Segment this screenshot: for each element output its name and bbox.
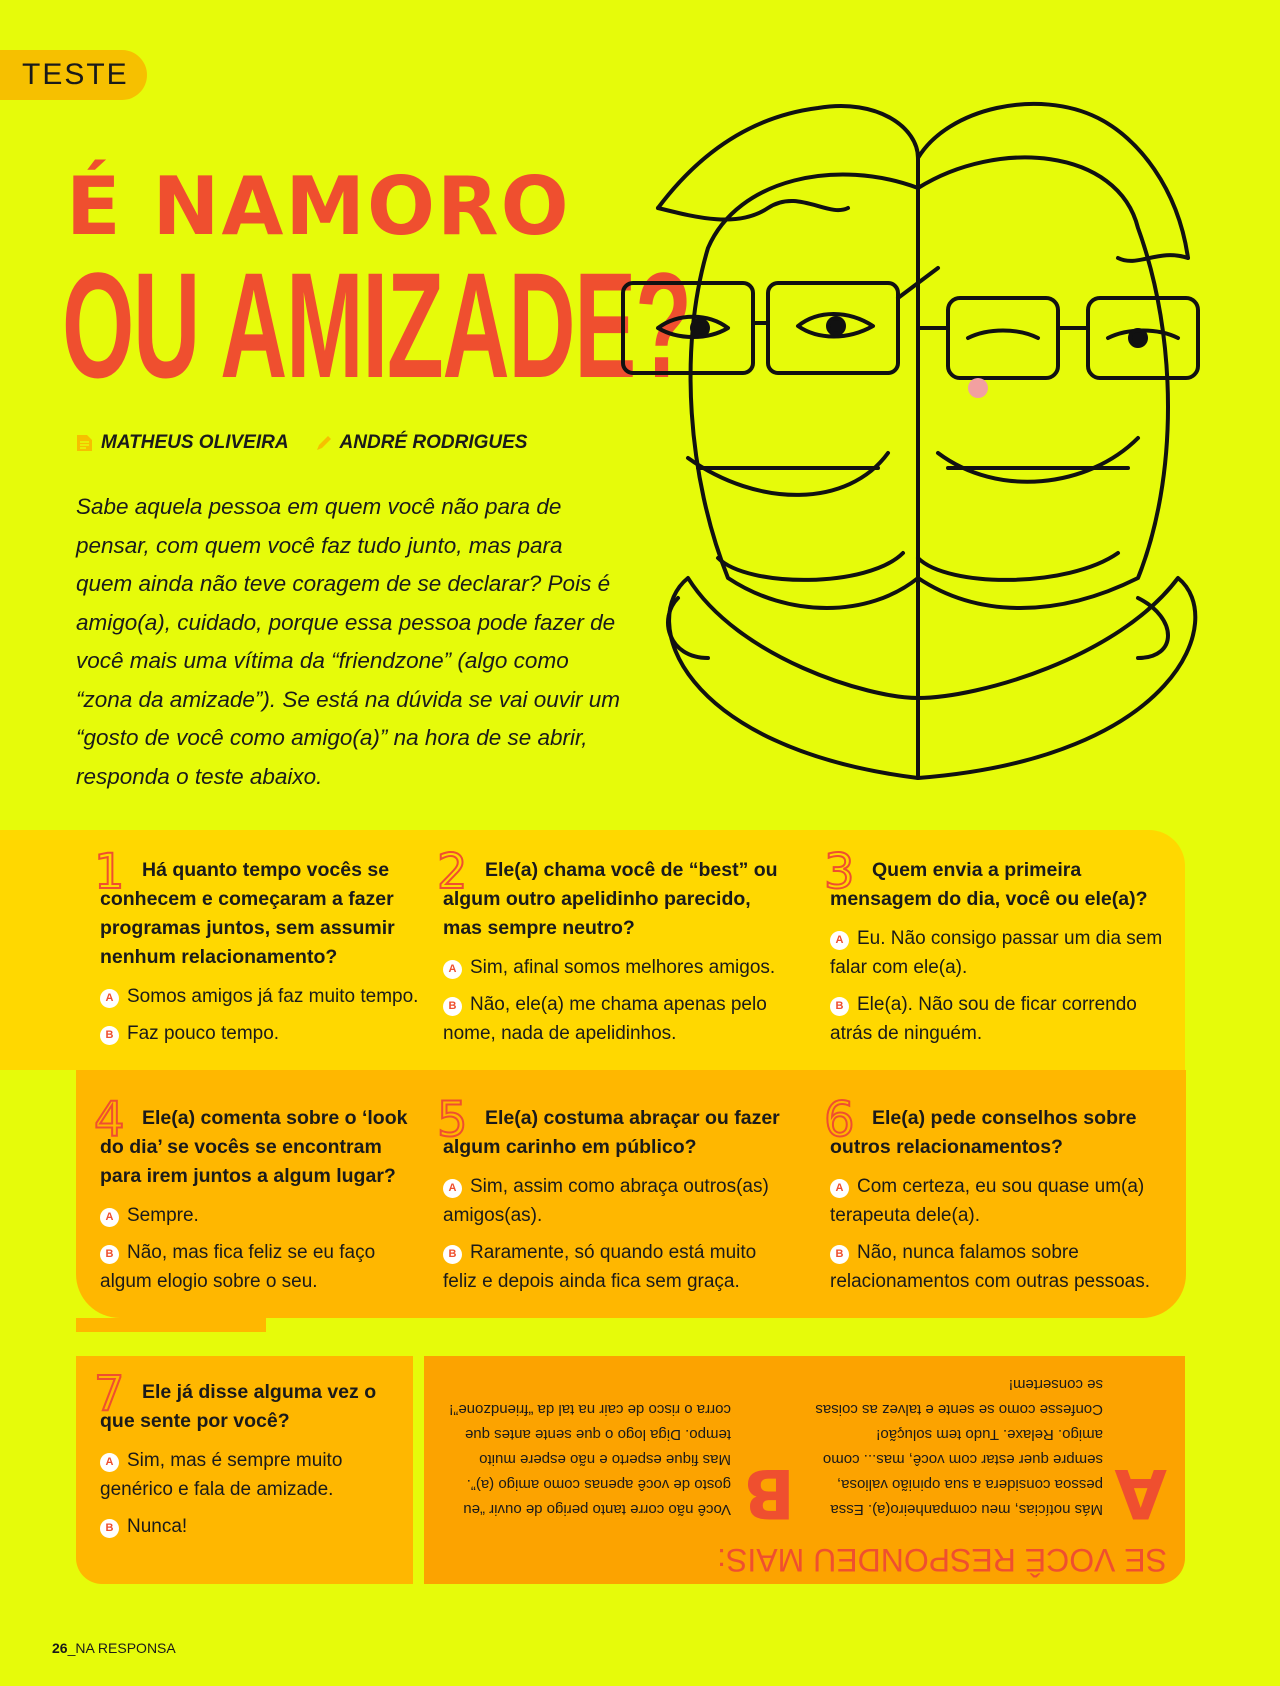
option-b[interactable] — [100, 1019, 426, 1048]
option-b[interactable] — [830, 990, 1166, 1048]
intro-paragraph: Sabe aquela pessoa em quem você não para de pensar, com quem você faz tudo junto, mas para quem ainda não teve coragem de se declarar? Pois é amigo(a), cuidado, porque essa pessoa pode fazer de você mais uma vítima da “friendzone” (algo como “zona da amizade”). Se está na dúvida se vai ouvir um “gosto de você como amigo(a)” na hora de se abrir, responda o teste abaixo. — [76, 494, 621, 789]
question-text: Ele(a) costuma abraçar ou fazer algum carinho em público? — [443, 1107, 780, 1158]
section-tag — [0, 50, 147, 100]
question-7 — [94, 1366, 396, 1549]
option-b-text: Não, ele(a) me chama apenas pelo nome, nada de apelidinhos. — [443, 994, 767, 1044]
option-a[interactable] — [830, 1172, 1166, 1230]
option-b-badge: B — [100, 1245, 119, 1264]
question-number: 2 — [437, 844, 468, 900]
writer-credit — [76, 432, 289, 454]
option-b-text: Não, nunca falamos sobre relacionamentos com outras pessoas. — [830, 1242, 1150, 1292]
question-number: 3 — [824, 844, 855, 900]
option-b[interactable] — [443, 990, 781, 1048]
option-a-text: Sim, assim como abraça outros(as) amigos(as). — [443, 1176, 769, 1226]
question-number: 7 — [94, 1366, 125, 1422]
couple-illustration — [618, 58, 1258, 798]
question-6 — [824, 1092, 1166, 1304]
option-b[interactable] — [100, 1512, 396, 1541]
option-b-text: Nunca! — [127, 1516, 188, 1537]
pencil-icon — [315, 434, 332, 452]
answer-a-letter: A — [1114, 1453, 1167, 1532]
question-text: Ele já disse alguma vez o que sente por você? — [100, 1381, 377, 1432]
question-text: Há quanto tempo vocês se conhecem e começaram a fazer programas juntos, sem assumir nenhum relacionamento? — [100, 859, 395, 968]
option-a-text: Sim, mas é sempre muito genérico e fala de amizade. — [100, 1450, 343, 1500]
option-a-text: Sempre. — [127, 1205, 199, 1226]
question-number: 4 — [94, 1092, 125, 1148]
answers-heading: SE VOCÊ RESPONDEU MAIS: — [717, 1542, 1167, 1578]
option-b-text: Raramente, só quando está muito feliz e depois ainda fica sem graça. — [443, 1242, 757, 1292]
option-a-badge: A — [100, 989, 119, 1008]
option-a[interactable] — [100, 1201, 426, 1230]
option-b-text: Ele(a). Não sou de ficar correndo atrás de ninguém. — [830, 994, 1137, 1044]
option-a-badge: A — [100, 1208, 119, 1227]
question-1 — [94, 844, 426, 1056]
option-a[interactable] — [100, 982, 426, 1011]
option-a-text: Com certeza, eu sou quase um(a) terapeuta dele(a). — [830, 1176, 1145, 1226]
option-a-text: Somos amigos já faz muito tempo. — [127, 986, 419, 1007]
option-b-badge: B — [443, 1245, 462, 1264]
band-connector — [76, 1318, 266, 1332]
magazine-name: _NA RESPONSA — [67, 1640, 176, 1656]
option-b-text: Faz pouco tempo. — [127, 1023, 280, 1044]
answer-b-text: Você não corre tanto perigo de ouvir “eu gosto de você apenas como amigo (a)”. Mas fique esperto e não espere muito tempo. Diga logo o que sente antes que corra o risco de cair na tal da “friendzone”! — [449, 1401, 731, 1518]
question-3 — [824, 844, 1166, 1056]
option-a[interactable] — [443, 1172, 781, 1230]
option-b[interactable] — [830, 1238, 1166, 1296]
option-a-badge: A — [830, 931, 849, 950]
document-icon — [76, 434, 93, 452]
question-text: Ele(a) pede conselhos sobre outros relacionamentos? — [830, 1107, 1137, 1158]
option-b-text: Não, mas fica feliz se eu faço algum elogio sobre o seu. — [100, 1242, 376, 1292]
question-text: Quem envia a primeira mensagem do dia, você ou ele(a)? — [830, 859, 1148, 910]
option-a[interactable] — [830, 924, 1166, 982]
option-a[interactable] — [100, 1446, 396, 1504]
question-4 — [94, 1092, 426, 1304]
illustrator-credit — [315, 432, 528, 454]
answers-upside-down — [424, 1356, 1185, 1584]
option-b-badge: B — [100, 1026, 119, 1045]
page-number: 26 — [52, 1640, 68, 1656]
option-a-text: Sim, afinal somos melhores amigos. — [470, 957, 776, 978]
question-5 — [437, 1092, 781, 1304]
credits — [76, 432, 527, 454]
question-text: Ele(a) comenta sobre o ‘look do dia’ se vocês se encontram para irem juntos a algum lugar? — [100, 1107, 408, 1187]
illustrator-name: ANDRÉ RODRIGUES — [339, 432, 528, 453]
option-a-badge: A — [100, 1453, 119, 1472]
option-b-badge: B — [100, 1519, 119, 1538]
option-b-badge: B — [443, 997, 462, 1016]
title-line-2: OU AMIZADE? — [62, 241, 691, 409]
option-b[interactable] — [443, 1238, 781, 1296]
option-b-badge: B — [830, 997, 849, 1016]
writer-name: MATHEUS OLIVEIRA — [101, 432, 289, 453]
option-a-badge: A — [443, 960, 462, 979]
option-a-badge: A — [443, 1179, 462, 1198]
answer-a-text: Más notícias, meu companheiro(a). Essa pessoa considera a sua opinião valiosa, sempre quer estar com você, mas... como amigo. Relaxe. Tudo tem solução! Confesse como se sente e talvez as coisas se consertem! — [815, 1376, 1103, 1518]
option-b-badge: B — [830, 1245, 849, 1264]
page-footer — [52, 1640, 176, 1656]
option-b[interactable] — [100, 1238, 426, 1296]
question-number: 1 — [94, 844, 125, 900]
question-number: 5 — [437, 1092, 468, 1148]
question-text: Ele(a) chama você de “best” ou algum outro apelidinho parecido, mas sempre neutro? — [443, 859, 778, 939]
option-a-badge: A — [830, 1179, 849, 1198]
question-2 — [437, 844, 781, 1056]
option-a[interactable] — [443, 953, 781, 982]
option-a-text: Eu. Não consigo passar um dia sem falar com ele(a). — [830, 928, 1163, 978]
section-label: TESTE — [22, 58, 129, 91]
question-number: 6 — [824, 1092, 855, 1148]
title-line-1: É NAMORO — [66, 160, 571, 253]
answer-b-letter: B — [743, 1453, 795, 1532]
